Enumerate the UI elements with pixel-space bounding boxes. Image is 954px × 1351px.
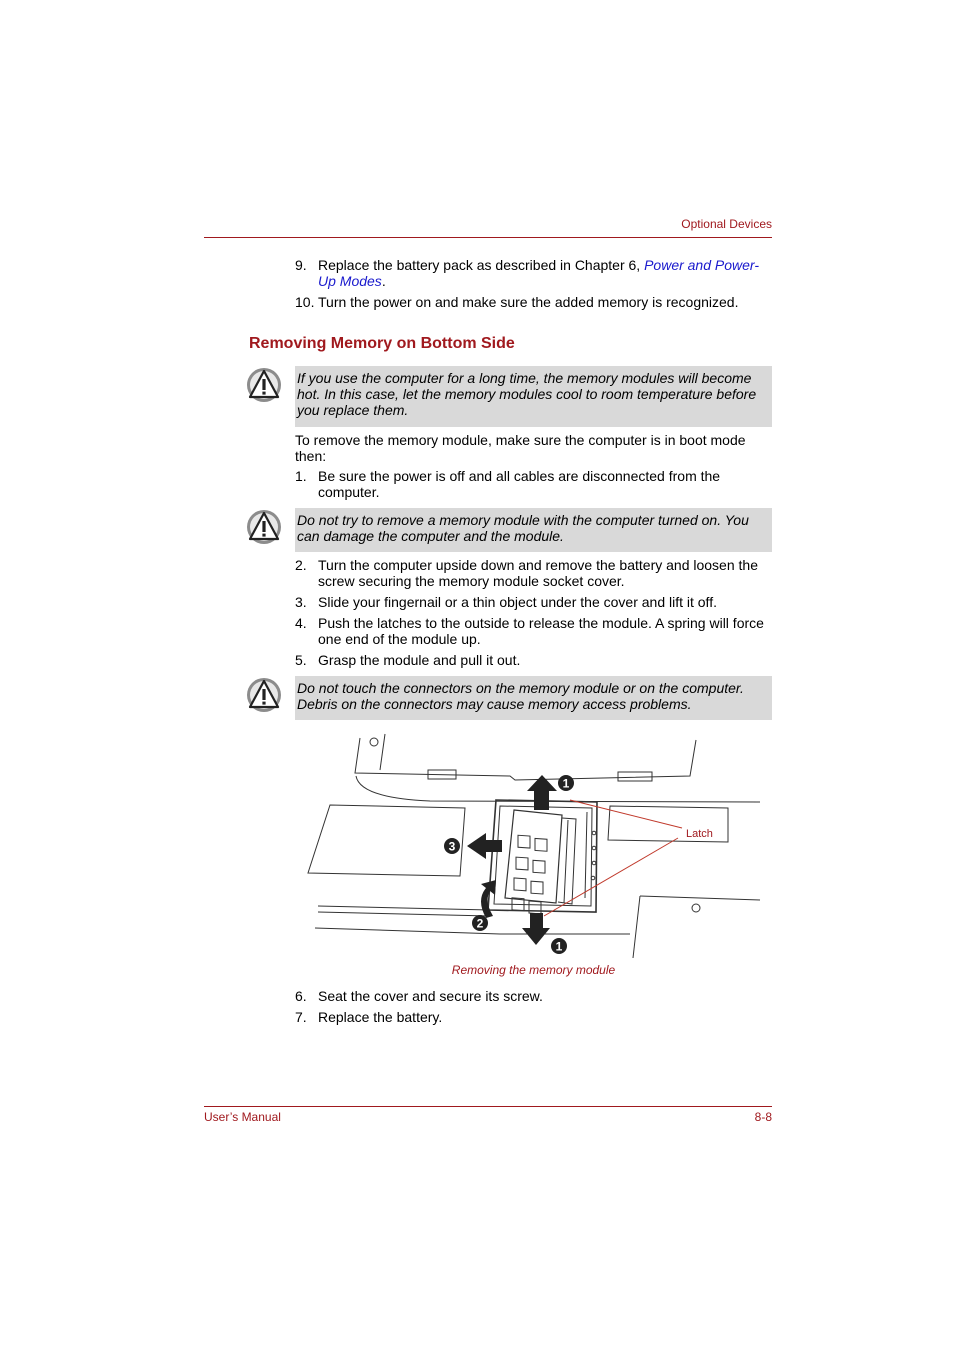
running-header: Optional Devices [681, 217, 772, 231]
step-3 [295, 594, 772, 610]
step-1 [295, 468, 772, 500]
step-number: 2. [295, 557, 307, 573]
step-number: 7. [295, 1009, 307, 1025]
memory-removal-illustration [300, 728, 770, 963]
header-rule [204, 237, 772, 238]
caution-triangle-icon [246, 367, 282, 403]
caution-box [295, 366, 772, 427]
step-text: Seat the cover and secure its screw. [318, 988, 543, 1004]
caution-box [295, 676, 772, 720]
caution-text: If you use the computer for a long time, the memory modules will become hot. In this case, let the memory modules cool to room temperature before you replace them. [297, 370, 757, 418]
footer-manual-title: User’s Manual [204, 1110, 281, 1124]
callout-3: 3 [448, 839, 456, 854]
step-number: 5. [295, 652, 307, 668]
step-number: 6. [295, 988, 307, 1004]
footer-rule [204, 1106, 772, 1107]
caution-triangle-icon [246, 677, 282, 713]
step-number: 10. [295, 294, 315, 310]
step-number: 4. [295, 615, 307, 631]
step-7 [295, 1009, 772, 1025]
step-text-end: . [381, 273, 386, 289]
step-text: Slide your fingernail or a thin object under the cover and lift it off. [318, 594, 717, 610]
step-text: Turn the power on and make sure the added memory is recognized. [318, 294, 739, 310]
step-number: 1. [295, 468, 307, 484]
step-5 [295, 652, 772, 668]
caution-text: Do not try to remove a memory module with the computer turned on. You can damage the computer and the module. [297, 512, 749, 544]
callout-1-bottom: 1 [555, 939, 563, 954]
step-10 [295, 294, 772, 310]
step-text: Replace the battery. [318, 1009, 443, 1025]
figure-caption: Removing the memory module [451, 963, 616, 977]
section-title: Removing Memory on Bottom Side [249, 335, 515, 352]
caution-text: Do not touch the connectors on the memory module or on the computer. Debris on the connectors may cause memory access problems. [297, 680, 744, 712]
step-9 [295, 257, 772, 289]
caution-box [295, 508, 772, 552]
step-4 [295, 615, 772, 647]
step-number: 9. [295, 257, 307, 273]
caution-triangle-icon [246, 509, 282, 545]
step-text: Be sure the power is off and all cables are disconnected from the computer. [318, 468, 721, 500]
step-text: Turn the computer upside down and remove the battery and loosen the screw securing the memory module socket cover. [318, 557, 758, 589]
step-2 [295, 557, 772, 589]
page-number: 8-8 [754, 1110, 772, 1124]
latch-label: Latch [686, 828, 713, 840]
intro-paragraph: To remove the memory module, make sure the computer is in boot mode then: [295, 432, 746, 464]
step-6 [295, 988, 772, 1004]
step-text: Replace the battery pack as described in Chapter 6, [318, 257, 645, 273]
step-text: Push the latches to the outside to release the module. A spring will force one end of the module up. [318, 615, 764, 647]
step-text: Grasp the module and pull it out. [318, 652, 521, 668]
callout-1-top: 1 [562, 776, 570, 791]
chapter-link[interactable]: Power and Power-Up Modes [318, 257, 759, 289]
callout-2: 2 [476, 916, 484, 931]
step-number: 3. [295, 594, 307, 610]
